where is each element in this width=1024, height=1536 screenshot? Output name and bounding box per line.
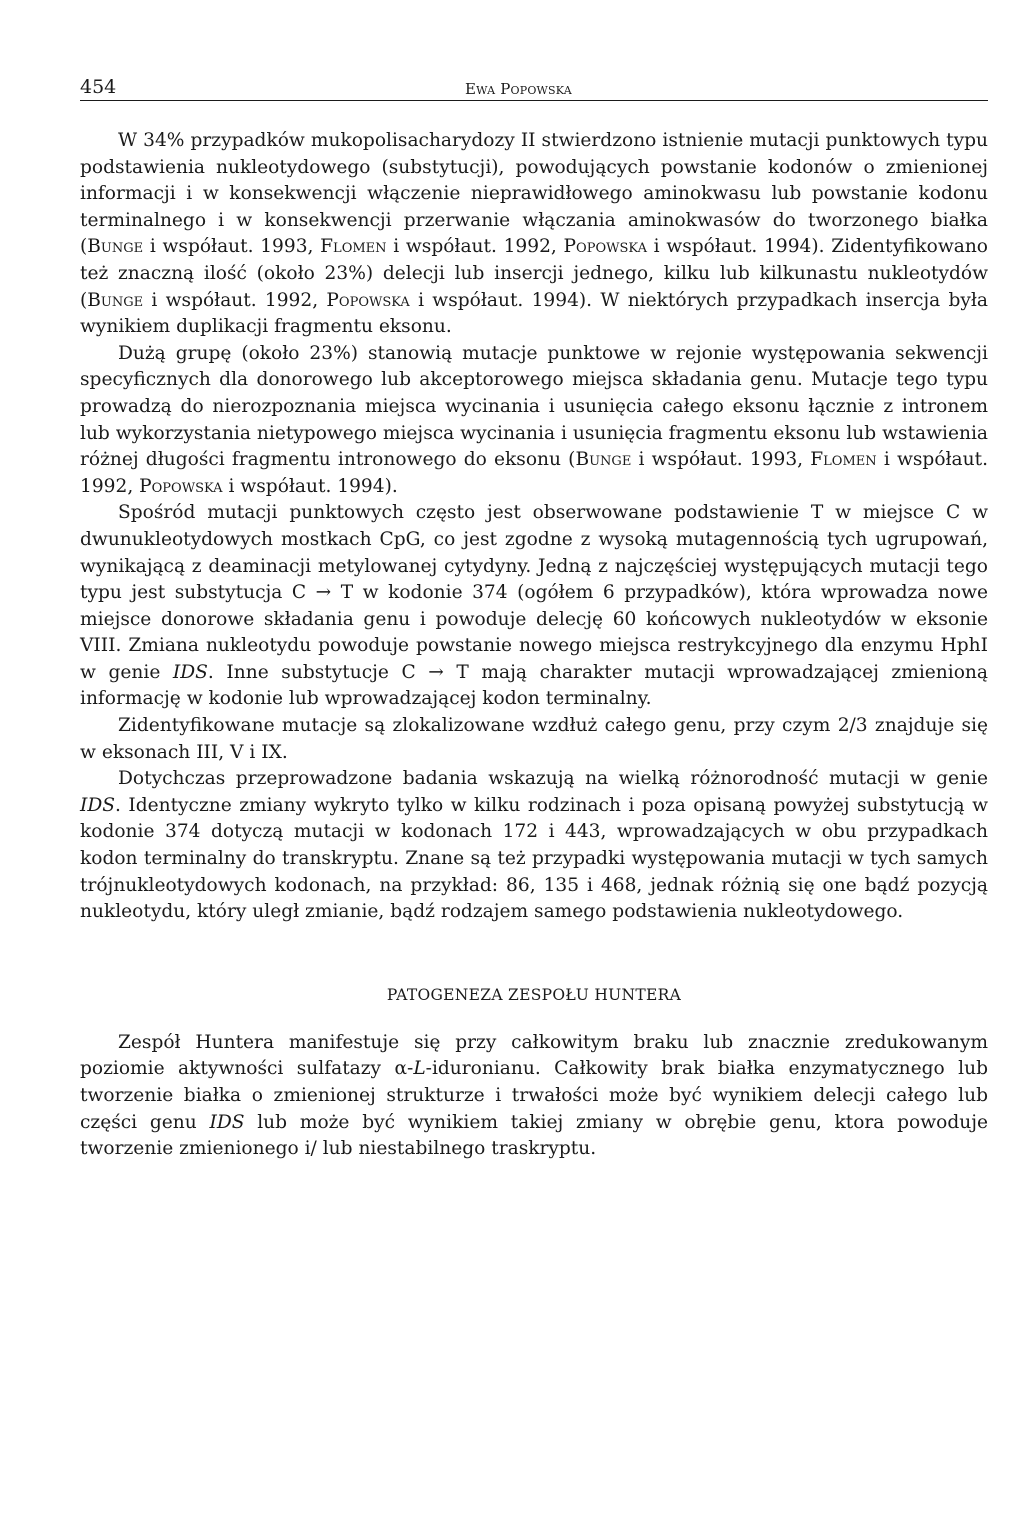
italic-term: L — [413, 1058, 426, 1080]
paragraph — [80, 341, 988, 501]
running-head: Ewa Popowska — [465, 80, 572, 98]
section-heading: PATOGENEZA ZESPOŁU HUNTERA — [386, 985, 682, 1004]
paragraph — [80, 500, 988, 713]
text-run: i współaut. 1992, — [143, 289, 327, 311]
document-page — [80, 72, 988, 1163]
author-citation: Popowska — [326, 289, 410, 311]
paragraph — [80, 713, 988, 766]
author-citation: Flomen — [810, 449, 877, 471]
italic-term: IDS — [80, 794, 115, 816]
text-run: i współaut. 1994). W niektórych przypadkach insercja była wynikiem duplikacji fragmentu eksonu. — [80, 289, 988, 338]
author-citation: Bunge — [575, 449, 632, 471]
text-run: i współaut. 1994). Zidentyfikowano też znaczną ilość (około 23%) delecji lub insercji jednego, kilku lub kilkunastu nukleotydów ( — [80, 236, 988, 311]
text-run: i współaut. 1993, — [631, 449, 811, 471]
text-run: Zidentyfikowane mutacje są zlokalizowane wzdłuż całego genu, przy czym 2/3 znajduje się w eksonach III, V i IX. — [80, 715, 988, 763]
author-citation: Popowska — [139, 475, 223, 497]
text-run: i współaut. 1992, — [80, 449, 988, 497]
text-run: i współaut. 1992, — [386, 236, 564, 258]
text-run: . Inne substytucje C → T mają charakter mutacji wprowadzającej zmienioną informację w kodonie lub wprowadzającej kodon terminalny. — [80, 661, 988, 710]
paragraph — [80, 128, 988, 341]
italic-term: IDS — [209, 1111, 245, 1133]
text-run: i współaut. 1993, — [143, 236, 321, 258]
author-citation: Bunge — [87, 236, 144, 258]
text-run: i współaut. 1994). — [222, 475, 398, 497]
paragraph — [80, 1030, 988, 1163]
body-text-bottom — [80, 1030, 988, 1163]
page-number: 454 — [80, 76, 117, 98]
page-header — [80, 72, 988, 101]
paragraph — [80, 766, 988, 926]
author-citation: Flomen — [320, 236, 387, 258]
italic-term: IDS — [172, 661, 208, 683]
text-run: . Identyczne zmiany wykryto tylko w kilku rodzinach i poza opisaną powyżej substytucją w kodonie 374 dotyczą mutacji w kodonach 172 i 443, wprowadzających w obu przypadkach kodon terminalny do transkryptu. Znane są też przypadki występowania mutacji w tych samych trójnukleotydowych kodonach, na przykład: 86, 135 i 468, jednak różnią się one bądź pozycją nukleotydu, który uległ zmianie, bądź rodzajem samego podstawienia nukleotydowego. — [80, 794, 988, 923]
text-run: Zespół Huntera manifestuje się przy całkowitym braku lub znacznie zredukowanym poziomie aktywności sulfatazy α- — [80, 1031, 988, 1080]
body-text-top — [80, 128, 988, 926]
author-citation: Popowska — [563, 236, 647, 258]
text-run: W 34% przypadków mukopolisacharydozy II stwierdzono istnienie mutacji punktowych typu podstawienia nukleotydowego (substytucji), powodujących powstanie kodonów o zmienionej informacji i w konsekwencji włączenie nieprawidłowego aminokwasu lub powstanie kodonu terminalnego i w konsekwencji przerwanie włączania aminokwasów do tworzonego białka ( — [80, 130, 988, 258]
text-run: -iduronianu. Całkowity brak białka enzymatycznego lub tworzenie białka o zmienionej strukturze i trwałości może być wynikiem delecji całego lub części genu — [80, 1058, 988, 1133]
text-run: Spośród mutacji punktowych często jest obserwowane podstawienie T w miejsce C w dwunukleotydowych mostkach CpG, co jest zgodne z wysoką mutagennością tych ugrupowań, wynikającą z deaminacji metylowanej cytydyny. Jedną z najczęściej występujących mutacji tego typu jest substytucja C → T w kodonie 374 (ogółem 6 przypadków), która wprowadza nowe miejsce donorowe składania genu i powoduje delecję 60 końcowych nukleotydów w eksonie VIII. Zmiana nukleotydu powoduje powstanie nowego miejsca restrykcyjnego dla enzymu HphI w genie — [80, 502, 988, 683]
text-run: lub może być wynikiem takiej zmiany w obrębie genu, ktora powoduje tworzenie zmienionego i/ lub niestabilnego traskryptu. — [80, 1111, 988, 1160]
text-run: Dużą grupę (około 23%) stanowią mutacje punktowe w rejonie występowania sekwencji specyficznych dla donorowego lub akceptorowego miejsca składania genu. Mutacje tego typu prowadzą do nierozpoznania miejsca wycinania i usunięcia całego eksonu łącznie z intronem lub wykorzystania nietypowego miejsca wycinania i usunięcia fragmentu eksonu lub wstawienia różnej długości fragmentu intronowego do eksonu ( — [80, 342, 988, 471]
author-citation: Bunge — [87, 289, 144, 311]
text-run: Dotychczas przeprowadzone badania wskazują na wielką różnorodność mutacji w genie — [118, 768, 988, 790]
